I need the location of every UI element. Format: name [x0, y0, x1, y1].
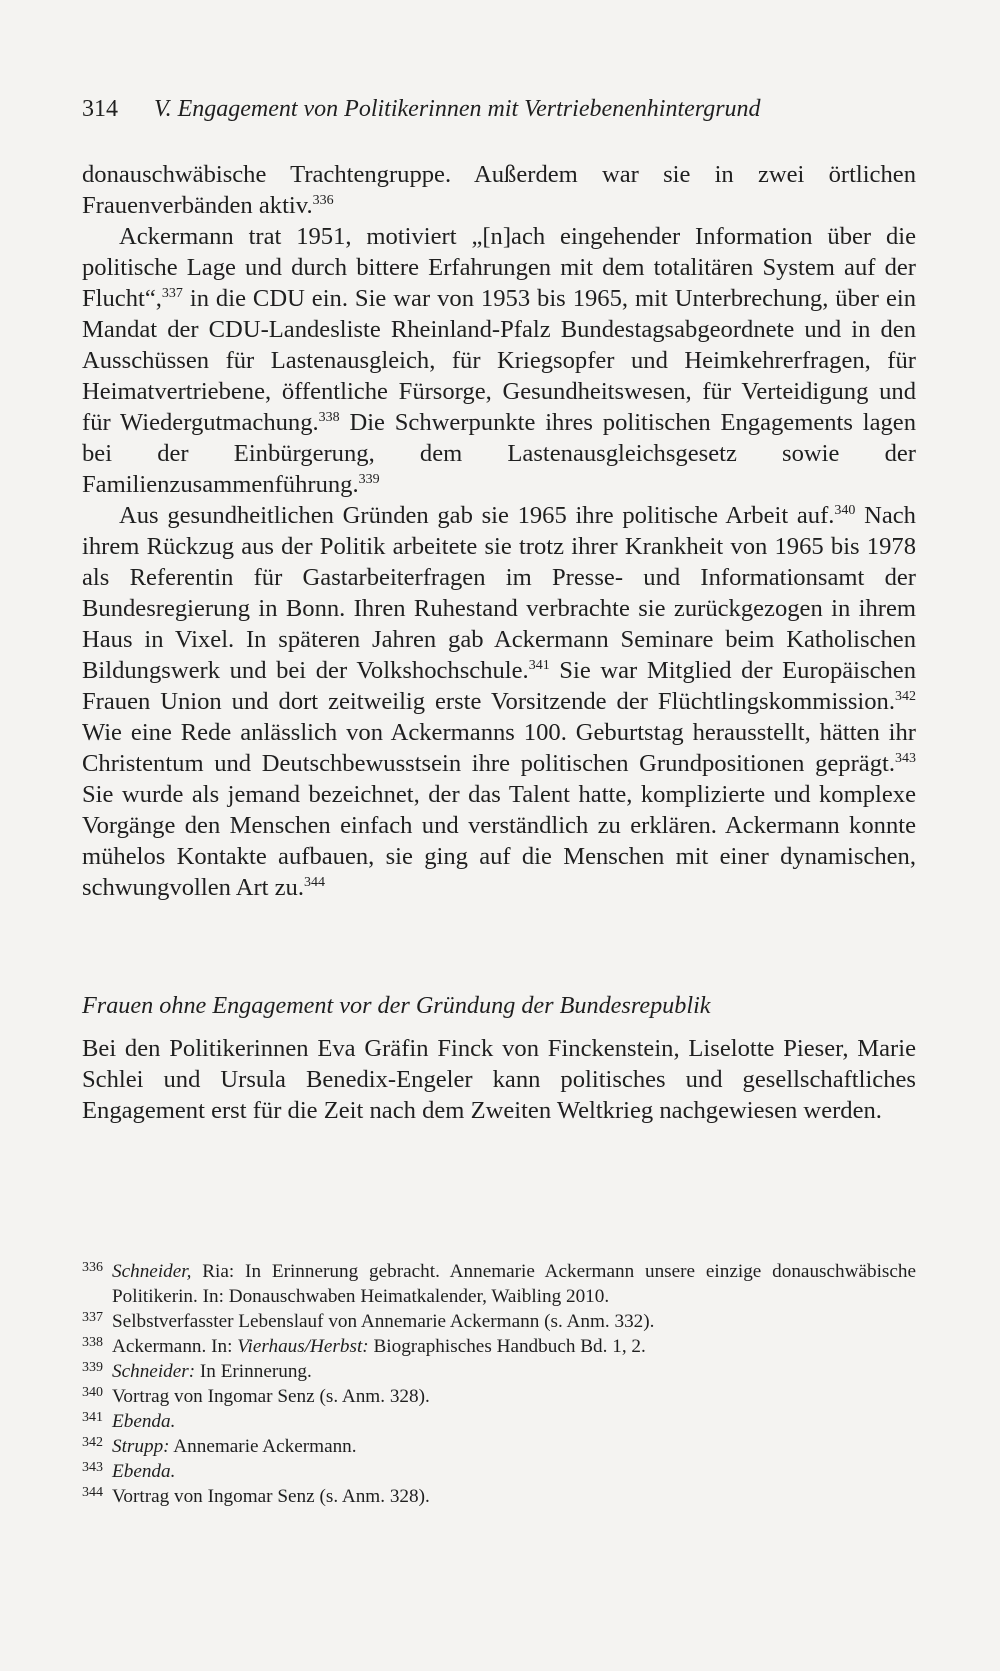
footnote-author: Vierhaus/Herbst: [237, 1336, 369, 1357]
footnote-text: Vortrag von Ingomar Senz (s. Anm. 328). [112, 1486, 430, 1507]
footnote [82, 1409, 916, 1434]
footnote [82, 1484, 916, 1509]
paragraph-2 [82, 221, 916, 500]
paragraph-3-text-c: Sie war Mitglied der Europäischen Frauen Union und dort zeitweilig erste Vorsitzende der Flüchtlingskommission. [82, 657, 916, 715]
paragraph-3-text-b: Nach ihrem Rückzug aus der Politik arbeitete sie trotz ihrer Krankheit von 1965 bis 1978 als Referentin für Gastarbeiterfragen im Presse- und Informationsamt der Bundesregierung in Bonn. Ihren Ruhestand verbrachte sie zurückgezogen in ihrem Haus in Vixel. In späteren Jahren gab Ackermann Seminare beim Katholischen Bildungswerk und bei der Volkshochschule. [82, 502, 916, 684]
page-number: 314 [82, 96, 118, 122]
footnote-text: Biographisches Handbuch Bd. 1, 2. [368, 1336, 646, 1357]
paragraph-3-text-e: Sie wurde als jemand bezeichnet, der das Talent hatte, komplizierte und komplexe Vorgänge den Menschen einfach und verständlich zu erklären. Ackermann konnte mühelos Kontakte aufbauen, sie ging auf die Menschen mit einer dynamischen, schwungvollen Art zu. [82, 781, 916, 901]
footnotes [82, 1259, 916, 1509]
page-header [82, 94, 922, 124]
paragraph-2-text-a: Ackermann trat 1951, motiviert „[n]ach eingehender Information über die politische Lage und durch bittere Erfahrungen mit dem totalitären System auf der Flucht“, [82, 223, 916, 312]
paragraph-3 [82, 500, 916, 903]
footnote [82, 1434, 916, 1459]
footnote-text: In Erinnerung. [195, 1361, 312, 1382]
footnote-number: 342 [82, 1435, 103, 1450]
footnote-author: Strupp: [112, 1436, 170, 1457]
paragraph-2-text-c: Die Schwerpunkte ihres politischen Engagements lagen bei der Einbürgerung, dem Lastenausgleichsgesetz sowie der Familienzusammenführung. [82, 409, 916, 498]
paragraph-2-text-b: in die CDU ein. Sie war von 1953 bis 1965, mit Unterbrechung, über ein Mandat der CDU-Landesliste Rheinland-Pfalz Bundestagsabgeordnete und in den Ausschüssen für Lastenausgleich, für Kriegsopfer und Heimkehrerfragen, für Heimatvertriebene, öffentliche Fürsorge, Gesundheitswesen, für Verteidigung und für Wiedergutmachung. [82, 285, 916, 436]
footnote-text: Ria: In Erinnerung gebracht. Annemarie Ackermann unsere einzige donauschwäbische Politikerin. In: Donauschwaben Heimatkalender, Waibling 2010. [112, 1261, 916, 1307]
footnote-text: Vortrag von Ingomar Senz (s. Anm. 328). [112, 1386, 430, 1407]
footnote-author: Ebenda. [112, 1461, 176, 1482]
footnote-number: 343 [82, 1460, 103, 1475]
footnote-text: Selbstverfasster Lebenslauf von Annemarie Ackermann (s. Anm. 332). [112, 1311, 655, 1332]
footnote-author: Schneider, [112, 1261, 192, 1282]
footnote-ref-338[interactable]: 338 [318, 410, 340, 425]
section-subheading: Frauen ohne Engagement vor der Gründung der Bundesrepublik [82, 992, 711, 1019]
footnote-number: 338 [82, 1335, 103, 1350]
footnote-ref-340[interactable]: 340 [834, 503, 856, 518]
paragraph-3-text-d: Wie eine Rede anlässlich von Ackermanns 100. Geburtstag herausstellt, hätten ihr Christentum und Deutschbewusstsein ihre politischen Grundpositionen geprägt. [82, 719, 916, 777]
footnote-number: 336 [82, 1260, 103, 1275]
footnote [82, 1334, 916, 1359]
section-text [82, 1033, 916, 1126]
footnote-number: 337 [82, 1310, 103, 1325]
footnote-ref-343[interactable]: 343 [895, 751, 916, 766]
footnote-number: 341 [82, 1410, 103, 1425]
main-text [82, 159, 916, 903]
footnote-ref-337[interactable]: 337 [161, 286, 183, 301]
paragraph-1 [82, 159, 916, 221]
footnote-ref-341[interactable]: 341 [528, 658, 550, 673]
running-head: V. Engagement von Politikerinnen mit Vertriebenenhintergrund [154, 96, 761, 122]
paragraph-4: Bei den Politikerinnen Eva Gräfin Finck von Finckenstein, Liselotte Pieser, Marie Schlei und Ursula Benedix-Engeler kann politisches und gesellschaftliches Engagement erst für die Zeit nach dem Zweiten Weltkrieg nachgewiesen werden. [82, 1035, 916, 1124]
footnote-number: 344 [82, 1485, 103, 1500]
footnote-number: 340 [82, 1385, 103, 1400]
footnote-ref-342[interactable]: 342 [895, 689, 916, 704]
footnote-author: Schneider: [112, 1361, 196, 1382]
footnote-text: Annemarie Ackermann. [169, 1436, 357, 1457]
footnote [82, 1259, 916, 1309]
footnote-ref-344[interactable]: 344 [304, 875, 325, 890]
footnote-ref-336[interactable]: 336 [312, 193, 334, 208]
footnote-ref-339[interactable]: 339 [358, 472, 380, 487]
footnote [82, 1309, 916, 1334]
footnote [82, 1459, 916, 1484]
footnote-number: 339 [82, 1360, 103, 1375]
footnote [82, 1384, 916, 1409]
paragraph-3-text-a: Aus gesundheitlichen Gründen gab sie 1965 ihre politische Arbeit auf. [119, 502, 835, 529]
footnote-text-pre: Ackermann. In: [112, 1336, 238, 1357]
footnote-author: Ebenda. [112, 1411, 176, 1432]
paragraph-1-text: donauschwäbische Trachtengruppe. Außerdem war sie in zwei örtlichen Frauenverbänden aktiv. [82, 161, 916, 219]
footnote [82, 1359, 916, 1384]
